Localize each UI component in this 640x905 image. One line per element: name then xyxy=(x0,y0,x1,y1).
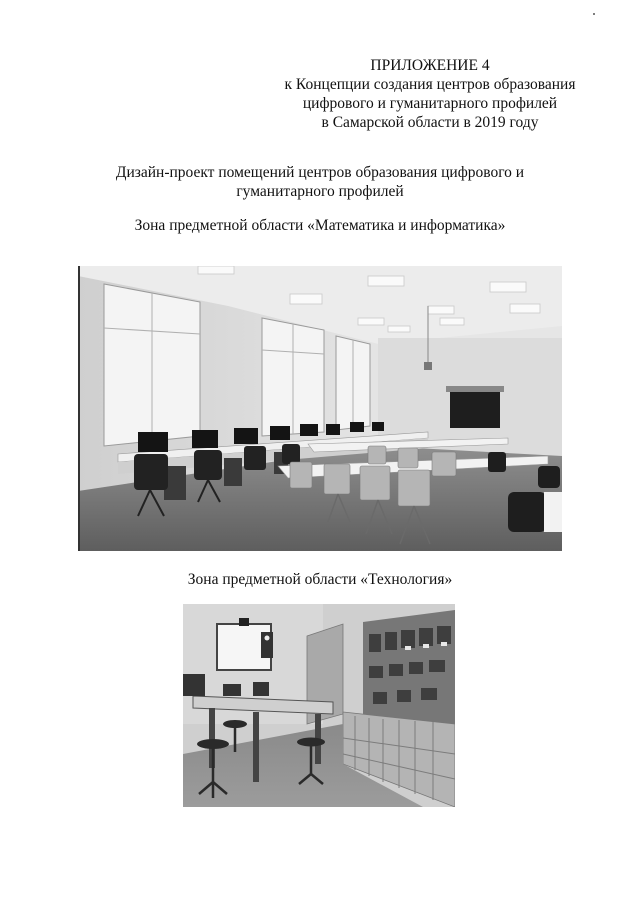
document-title-line: Дизайн-проект помещений центров образования цифрового и xyxy=(115,164,525,181)
appendix-line: цифрового и гуманитарного профилей xyxy=(302,95,558,112)
classroom-photo-math xyxy=(78,266,562,551)
scan-speck xyxy=(593,13,595,15)
document-title xyxy=(60,163,580,201)
appendix-line: в Самарской области в 2019 году xyxy=(321,114,539,131)
appendix-header xyxy=(260,56,600,132)
workshop-photo-technology xyxy=(183,604,455,807)
appendix-number: ПРИЛОЖЕНИЕ 4 xyxy=(370,57,490,74)
document-title-line: гуманитарного профилей xyxy=(236,183,404,200)
zone-heading-math: Зона предметной области «Математика и информатика» xyxy=(134,217,506,234)
zone-heading-technology: Зона предметной области «Технология» xyxy=(187,571,453,588)
appendix-line: к Концепции создания центров образования xyxy=(284,76,576,93)
